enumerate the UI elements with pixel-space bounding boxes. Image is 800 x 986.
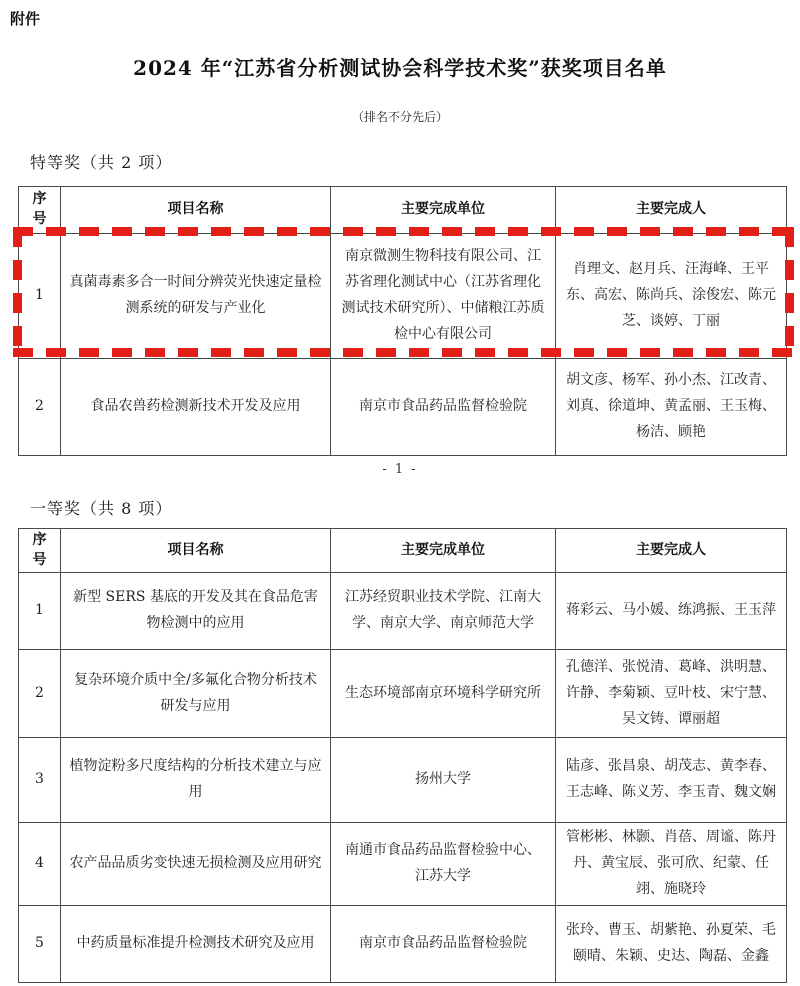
section-heading-special-prize: 特等奖（共 2 项） <box>30 153 173 172</box>
cell-people: 张玲、曹玉、胡紫艳、孙夏荣、毛颐晴、朱颖、史达、陶磊、金鑫 <box>556 905 787 982</box>
first-prize-table <box>18 528 787 983</box>
cell-no: 2 <box>19 650 61 738</box>
table-row <box>19 738 787 823</box>
column-header-people: 主要完成人 <box>556 187 787 234</box>
table-row <box>19 234 787 359</box>
column-header-org: 主要完成单位 <box>331 529 556 573</box>
cell-people: 管彬彬、林颢、肖蓓、周谧、陈丹丹、黄宝辰、张可欣、纪蒙、任翊、施晓玲 <box>556 823 787 906</box>
table-row <box>19 905 787 982</box>
column-header-org: 主要完成单位 <box>331 187 556 234</box>
cell-project: 真菌毒素多合一时间分辨荧光快速定量检测系统的研发与产业化 <box>61 234 331 359</box>
cell-no: 3 <box>19 738 61 823</box>
cell-org: 南通市食品药品监督检验中心、江苏大学 <box>331 823 556 906</box>
cell-org: 南京微测生物科技有限公司、江苏省理化测试中心（江苏省理化测试技术研究所）、中储粮江苏质检中心有限公司 <box>331 234 556 359</box>
cell-org: 南京市食品药品监督检验院 <box>331 905 556 982</box>
cell-org: 南京市食品药品监督检验院 <box>331 359 556 456</box>
page-subtitle: （排名不分先后） <box>351 110 448 124</box>
special-prize-table <box>18 186 787 456</box>
section-heading-first-prize: 一等奖（共 8 项） <box>30 499 173 518</box>
cell-people: 蒋彩云、马小媛、练鸿振、王玉萍 <box>556 573 787 650</box>
cell-no: 5 <box>19 905 61 982</box>
cell-no: 2 <box>19 359 61 456</box>
cell-people: 陆彦、张昌泉、胡茂志、黄李春、王志峰、陈义芳、李玉青、魏文娴 <box>556 738 787 823</box>
table-row <box>19 823 787 906</box>
cell-org: 扬州大学 <box>331 738 556 823</box>
column-header-project: 项目名称 <box>61 529 331 573</box>
cell-project: 中药质量标准提升检测技术研究及应用 <box>61 905 331 982</box>
table-row <box>19 573 787 650</box>
table-header-row <box>19 187 787 234</box>
cell-project: 新型 SERS 基底的开发及其在食品危害物检测中的应用 <box>61 573 331 650</box>
table-header-row <box>19 529 787 573</box>
table-row <box>19 650 787 738</box>
cell-people: 肖理文、赵月兵、汪海峰、王平东、高宏、陈尚兵、涂俊宏、陈元芝、谈婷、丁丽 <box>556 234 787 359</box>
cell-no: 1 <box>19 234 61 359</box>
cell-project: 食品农兽药检测新技术开发及应用 <box>61 359 331 456</box>
cell-people: 胡文彦、杨军、孙小杰、江改青、刘真、徐道坤、黄孟丽、王玉梅、杨洁、顾艳 <box>556 359 787 456</box>
cell-no: 1 <box>19 573 61 650</box>
page-number: - 1 - <box>382 462 418 477</box>
attachment-label: 附件 <box>10 10 41 28</box>
column-header-no: 序号 <box>19 529 61 573</box>
column-header-people: 主要完成人 <box>556 529 787 573</box>
page-title: 2024 年“江苏省分析测试协会科学技术奖”获奖项目名单 <box>133 56 667 80</box>
cell-project: 农产品品质劣变快速无损检测及应用研究 <box>61 823 331 906</box>
cell-org: 生态环境部南京环境科学研究所 <box>331 650 556 738</box>
cell-people: 孔德洋、张悦清、葛峰、洪明慧、许静、李菊颖、豆叶枝、宋宁慧、吴文铸、谭丽超 <box>556 650 787 738</box>
cell-no: 4 <box>19 823 61 906</box>
cell-project: 复杂环境介质中全/多氟化合物分析技术研发与应用 <box>61 650 331 738</box>
cell-org: 江苏经贸职业技术学院、江南大学、南京大学、南京师范大学 <box>331 573 556 650</box>
column-header-no: 序号 <box>19 187 61 234</box>
table-row <box>19 359 787 456</box>
cell-project: 植物淀粉多尺度结构的分析技术建立与应用 <box>61 738 331 823</box>
column-header-project: 项目名称 <box>61 187 331 234</box>
